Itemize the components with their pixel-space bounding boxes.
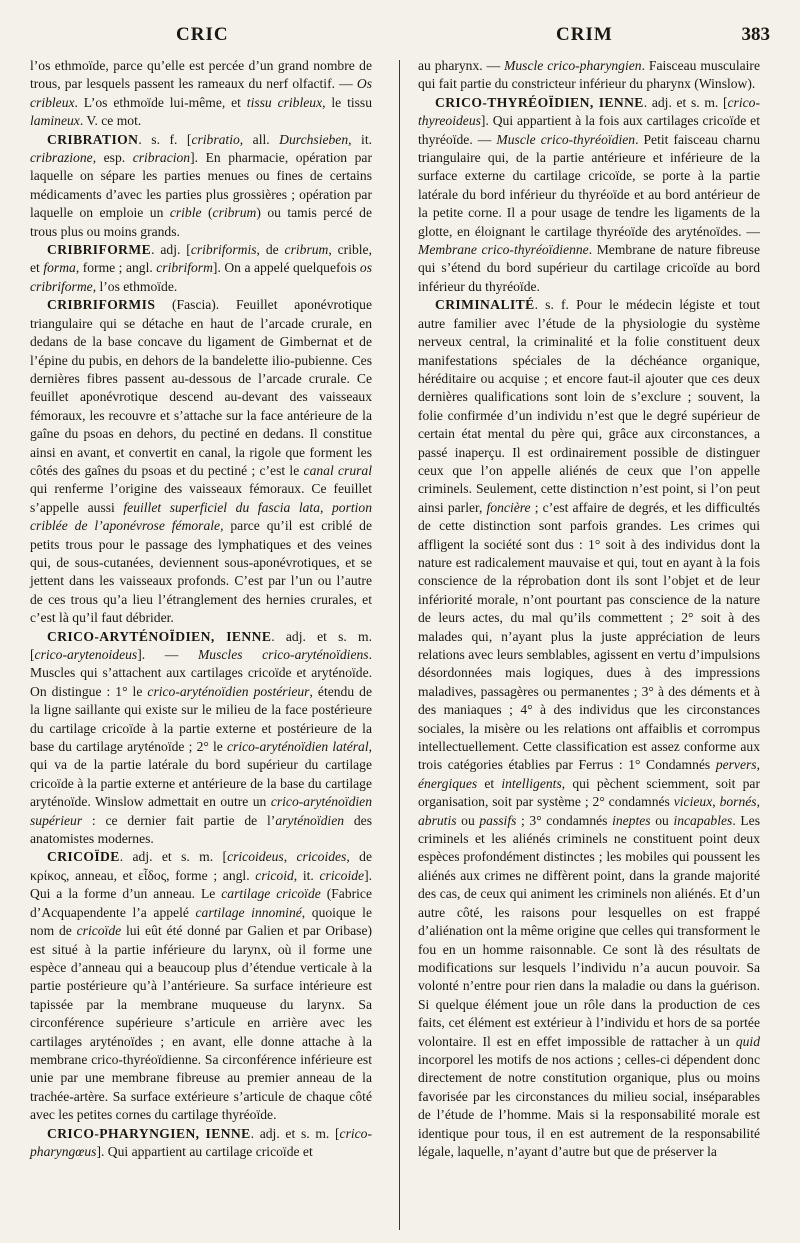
italic-term: vicieux — [673, 794, 713, 810]
italic-term: Muscle crico-thyréoïdien — [496, 131, 636, 147]
italic-term: Muscles crico-aryténoïdiens — [197, 647, 369, 662]
entry-text: , le tissu — [322, 94, 372, 110]
dictionary-entry — [418, 296, 760, 1161]
entry-text: . V. ce mot. — [79, 113, 142, 129]
italic-term: ineptes — [612, 812, 651, 828]
entry-text: lui eût été donné par Galien et par Oribase) est situé à la partie inférieure du larynx, où il forme une espèce d’anneau qui a beaucoup plus d’étendue verticale à la partie postérieure qu’à l’antérieure. Sa surface intérieure est tapissée par la membrane muqueuse du larynx. Sa circonférence supérieure s’articule en arrière avec les cartilages aryténoïdes ; en avant, elle donne attache à la membrane crico-thyréoïdienne. Sa circonférence inférieure est unie par une membrane fibreuse au premier anneau de la trachée-artère. Sa surface extérieure s’articule de chaque côté avec les petites cornes du cartilage thyréoïde. — [30, 923, 373, 1123]
italic-term: os cribriforme — [30, 260, 372, 294]
italic-term: pervers — [715, 757, 757, 773]
italic-term: cribrum — [284, 242, 329, 258]
italic-term: crico-aryténoïdien supérieur — [30, 794, 372, 828]
entry-text: , — [756, 757, 760, 773]
entry-text: , parce qu’il est criblé de petits trous pour le passage des lymphatiques et des veines qui, de sous-cutanées, deviennent sous-aponévrotiques, et se jettent dans les vaisseaux profonds. C’est par l’un ou l’autre de ces trous qu’a lieu l’étranglement des hernies crurales, et c’est là qu’il faut débrider. — [30, 518, 372, 626]
entry-text: . Petit faisceau charnu triangulaire qui, de la partie antérieure et inférieure de la surface externe du cartilage cricoïde, se porte à la partie latérale du bord inférieur du thyréoïde et au bord antérieur de la petite corne. Il a pour usage de tendre les ligaments de la glotte, en éloignant le cartilage thyréoïde des aryténoïdes. — — [418, 131, 760, 239]
entry-text: , — [756, 794, 760, 810]
entry-text: , qui pèchent sciemment, soit par organisation, soit par système ; 2° condamnés — [418, 775, 760, 810]
entry-continuation — [30, 57, 372, 131]
italic-term: cribrum — [212, 205, 257, 221]
entry-text: , — [712, 794, 720, 810]
italic-term: forma — [43, 260, 76, 276]
italic-term: cribriform — [156, 260, 213, 276]
entry-text: . adj. et s. m. [ — [250, 1125, 340, 1141]
italic-term: feuillet superficiel du fascia lata — [123, 499, 320, 515]
entry-text: . Membrane de nature fibreuse qui s’étend du bord supérieur du cartilage cricoïde au bord inférieur du thyréoïde. — [418, 242, 761, 294]
italic-term: Muscle crico-pharyngien — [504, 58, 642, 73]
entry-text: (Fascia). Feuillet aponévrotique triangulaire qui se détache en haut de l’arcade crurale, en dedans de la base concave du ligament de Gimbernat et de l’épine du pubis, en dehors de la bandelette ilio-pubienne. Ces dernières fibres passent au-dessous de l’arcade crurale. Ce feuillet aponévrotique descend au-devant des vaisseaux fémoraux, les recouvre et s’attache sur la face antérieure de la gaîne du psoas en dehors, du pectiné en dedans. Il constitue ainsi en avant, et convertit en canal, la rigole que forment les côtés des gaînes du psoas et du pectiné ; c’est le — [30, 297, 372, 478]
italic-term: cribratio — [191, 131, 240, 147]
page-number: 383 — [741, 24, 770, 45]
column-divider — [399, 60, 400, 1230]
entry-text: ou — [650, 812, 674, 828]
italic-term: cribriformis — [190, 242, 257, 258]
entry-text: , de κρίκος, anneau, et εἶδος, forme ; angl. — [30, 849, 372, 883]
entry-text: . Les criminels et les aliénés criminels ne constituent point deux espèces profondément distinctes ; les mobiles qui poussent les aliénés aux crimes ne diffèrent point, dans la grande majorité des cas, de ceux qui animent les criminels non aliénés. Et d’un autre côté, les raisons pour lesquelles on est frappé d’aliénation ont la même origine que celles qui transforment le fou en un homme raisonnable. Ce sont là des résultats de modifications sur lesquels l’individu n’a aucun pouvoir. Sa volonté n’entre pour rien dans la maladie ou dans la guérison. Si quelque élément joue un rôle dans la production de ces faits, cet élément est extérieur à l’individu et hors de sa portée volontaire. Il est en effet impossible de rattacher à un — [418, 812, 760, 1049]
entry-text: , it. — [348, 131, 372, 147]
italic-term: Durchsieben — [279, 131, 349, 147]
entry-text: . adj. et s. m. [ — [643, 94, 728, 110]
italic-term: tissu cribleux — [246, 94, 323, 110]
italic-term: bornés — [719, 794, 757, 810]
entry-text: , esp. — [92, 150, 133, 166]
italic-term: Os cribleux — [30, 76, 372, 110]
italic-term: crico-arytenoideus — [34, 647, 138, 662]
dictionary-entry — [30, 848, 372, 1124]
entry-text: ; 3° condamnés — [516, 812, 613, 828]
left-column — [30, 57, 372, 1161]
entry-text: , — [320, 499, 332, 515]
entry-text: . Faisceau musculaire qui fait partie du constricteur inférieur du pharynx (Winslow). — [418, 58, 760, 92]
entry-text: , crible, et — [30, 242, 372, 276]
italic-term: passifs — [479, 812, 517, 828]
dictionary-entry — [418, 94, 760, 296]
italic-term: portion criblée de l’aponévrose fémorale — [30, 499, 372, 534]
entry-text: ]. Qui appartient à la fois aux cartilages cricoïde et thyréoïde. — — [418, 113, 760, 147]
entry-text: , qui va de la partie latérale du bord supérieur du cartilage cricoïde à la partie externe et antérieure de la base du cartilage aryténoïde. Winslow admettait en outre un — [30, 739, 372, 810]
entry-text: au pharynx. — — [418, 58, 505, 73]
entry-text: ]. En pharmacie, opération par laquelle on sépare les parties menues ou fines de certains médicaments d’avec les parties plus grossières ; opération par laquelle on emploie un — [30, 150, 372, 221]
entry-text: , forme ; angl. — [75, 260, 157, 276]
italic-term: énergiques — [418, 775, 478, 791]
entry-text: , — [283, 849, 297, 865]
dictionary-entry — [30, 241, 372, 296]
dictionary-entry — [30, 296, 372, 627]
italic-term: cartilage innominé — [195, 904, 302, 920]
dictionary-entry — [30, 628, 372, 849]
entry-text: . L’os ethmoïde lui-même, et — [74, 94, 247, 110]
italic-term: crico-aryténoïdien postérieur — [147, 683, 310, 699]
italic-term: cribrazione — [30, 150, 93, 166]
entry-text: qui renferme l’origine des vaisseaux fémoraux. Ce feuillet s’appelle aussi — [30, 481, 372, 515]
entry-headword: CRICO-THYRÉOÏDIEN, IENNE — [435, 94, 644, 110]
italic-term: abrutis — [418, 812, 457, 828]
entry-headword: CRIMINALITÉ — [435, 297, 535, 313]
entry-text: des anatomistes modernes. — [30, 812, 372, 847]
entry-text: ; c’est affaire de degrés, et les difficultés de cette distinction sont parfois grandes. Les crimes qui affligent la société sont dus : 1° soit à des individus dont la nature est radicalement mauvaise et qui, tout en ayant à la fois conscience de la réprobation dont ils sont l’objet et de leur infériorité morale, n’ont pourtant pas conscience de la nature de leurs actes, du mal qu’ils commettent ; 2° soit à des malades qui, n’ayant plus la juste appréciation de leurs relations avec leurs semblables, agissent en vertu d’impulsions désordonnées mais logiques, dues à des impressions maladives, passagères ou permanentes ; 3° à des déments et à des maniaques ; 4° à des individus que les circonstances sociales, la misère ou les relations ont affaiblis et corrompus intellectuellement. Cette classification est assez conforme aux trois catégories établies par Ferrus : 1° Condamnés — [418, 499, 760, 773]
entry-text: (Fabrice d’Acquapendente l’a appelé — [30, 886, 373, 920]
entry-text: : ce dernier fait partie de l’ — [82, 812, 276, 828]
italic-term: cricoid — [255, 867, 294, 883]
entry-text: , de — [256, 242, 285, 258]
entry-text: , all. — [239, 131, 280, 147]
italic-term: canal crural — [303, 462, 372, 478]
italic-term: cricoideus — [227, 849, 284, 865]
guide-word-left: CRIC — [176, 24, 229, 45]
italic-term: aryténoïdien — [275, 812, 345, 828]
entry-text: . adj. et s. m. [ — [119, 849, 228, 865]
italic-term: cartilage cricoïde — [221, 886, 321, 902]
entry-text: ]. On a appelé quelquefois — [212, 260, 360, 276]
entry-text: . adj. et s. m. [ — [30, 628, 372, 662]
entry-text: . s. f. Pour le médecin légiste et tout autre familier avec l’étude de la physiologie du système nerveux central, la criminalité et la folie constituent deux manifestations spéciales de la déchéance organique, héréditaire ou acquise ; et encore faut-il ajouter que ces deux dernières qualifications sont loin de s’exclure ; souvent, la folie confirmée d’un individu n’est que le degré supérieur de certain état mental du père qui, grâce aux circonstances, a passé inaperçu. Il est ordinairement possible de distinguer ceux que l’on appelle aliénés de ceux que l’on appelle criminels. Seulement, cette distinction n’est point, si l’on peut ainsi parler, — [418, 297, 760, 515]
dictionary-entry — [30, 1125, 372, 1162]
entry-text: , it. — [293, 867, 320, 883]
entry-text: ou — [456, 812, 480, 828]
italic-term: quid — [735, 1033, 760, 1049]
italic-term: incapables — [673, 812, 733, 828]
entry-text: ( — [201, 205, 213, 221]
entry-text: l’os ethmoïde, parce qu’elle est percée d’un grand nombre de trous, par lesquels passent les rameaux du nerf olfactif. — — [30, 58, 372, 92]
entry-text: . adj. [ — [151, 242, 191, 258]
italic-term: cricoide — [319, 867, 365, 883]
entry-headword: CRICO-ARYTÉNOÏDIEN, IENNE — [47, 628, 272, 644]
entry-text: ]. — — [137, 647, 198, 662]
italic-term: cricoides — [296, 849, 347, 865]
entry-text: et — [477, 775, 502, 791]
italic-term: crico-thyreoideus — [418, 94, 760, 129]
right-column — [418, 57, 760, 1161]
entry-text: incorporel les motifs de nos actions ; celles-ci dépendent donc directement de notre constitution organique, plus ou moins favorisée par les circonstances du milieu social, inséparables de l’étude de l’homme. Mais si la responsabilité morale est identique pour tous, il en est autrement de la responsabilité légale, laquelle, n’ayant d’autre but que de préserver la — [418, 1051, 760, 1159]
entry-headword: CRICO-PHARYNGIEN, IENNE — [47, 1125, 251, 1141]
italic-term: crico-aryténoïdien latéral — [227, 739, 369, 755]
italic-term: intelligents — [501, 775, 562, 791]
dictionary-entry — [30, 131, 372, 241]
running-header — [0, 24, 800, 54]
entry-text: . s. f. [ — [138, 131, 192, 147]
italic-term: lamineux — [30, 113, 80, 129]
entry-headword: CRIBRIFORMIS — [47, 297, 156, 313]
italic-term: crible — [169, 205, 202, 221]
italic-term: cricoïde — [76, 923, 122, 939]
entry-text: ]. Qui appartient au cartilage cricoïde et — [96, 1143, 313, 1159]
entry-text: . Muscles qui s’attachent aux cartilages cricoïde et aryténoïde. On distingue : 1° le — [30, 647, 372, 699]
entry-text: , quoique le nom de — [30, 904, 372, 939]
entry-text: ) ou tamis percé de trous plus ou moins grands. — [30, 205, 372, 239]
entry-headword: CRICOÏDE — [47, 849, 120, 865]
italic-term: foncière — [486, 499, 531, 515]
italic-term: crico-pharyngœus — [30, 1125, 372, 1159]
entry-continuation — [418, 57, 760, 94]
entry-headword: CRIBRATION — [47, 131, 139, 147]
entry-text: ]. Qui a la forme d’un anneau. Le — [30, 867, 372, 902]
entry-text: , étendu de la ligne saillante qui existe sur le milieu de la face postérieure du cartilage cricoïde à la partie externe et postérieure de la base du cartilage aryténoïde ; 2° le — [30, 683, 372, 755]
entry-text: , l’os ethmoïde. — [92, 278, 178, 294]
italic-term: cribracion — [132, 150, 191, 166]
guide-word-right: CRIM — [556, 24, 613, 45]
italic-term: Membrane crico-thyréoïdienne — [418, 242, 589, 258]
entry-headword: CRIBRIFORME — [47, 242, 152, 258]
